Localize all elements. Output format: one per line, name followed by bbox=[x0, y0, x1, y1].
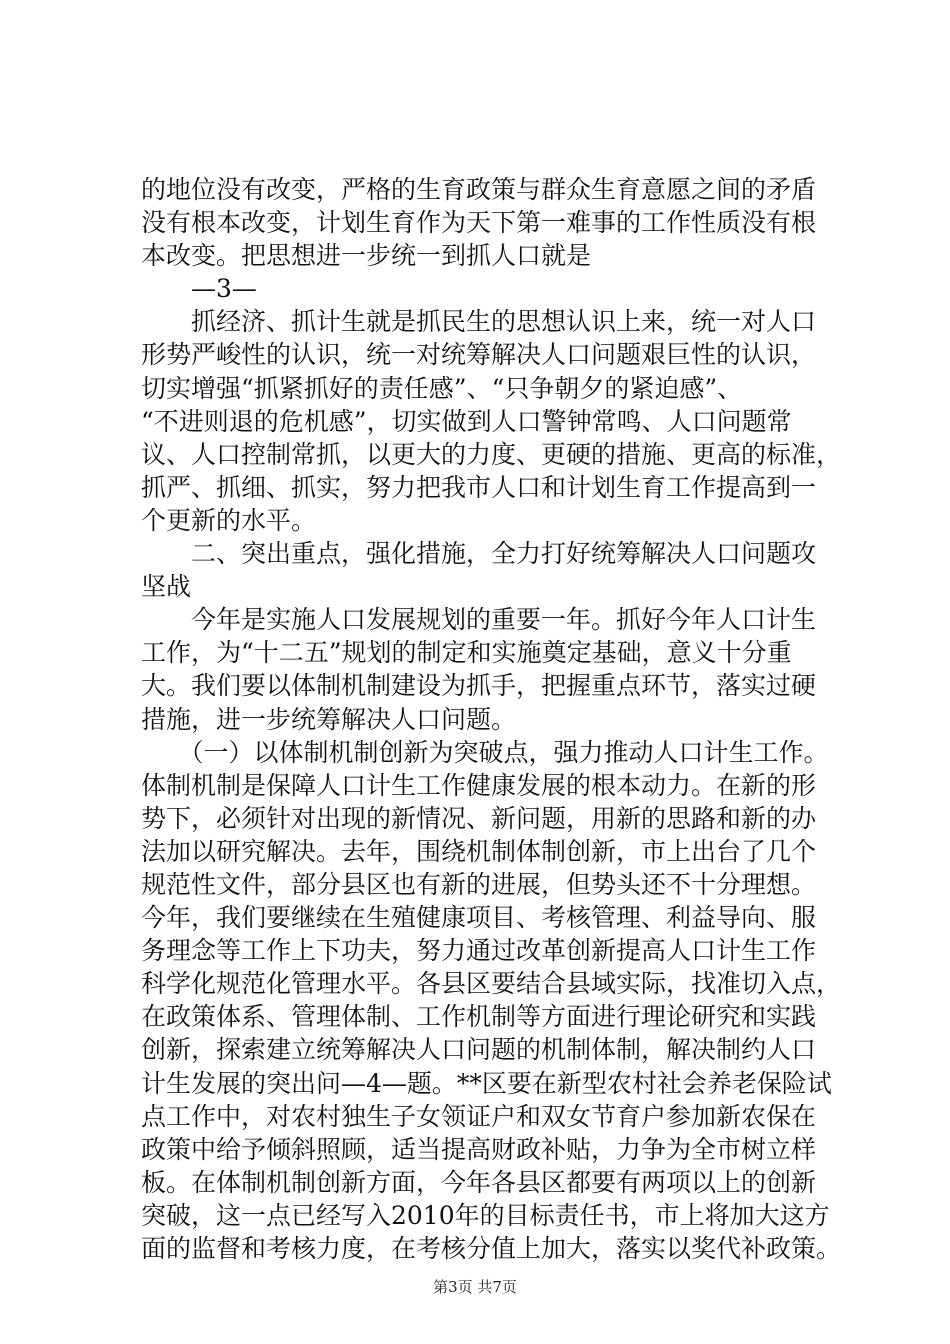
text-line: 科学化规范化管理水平。各县区要结合县域实际，找准切入点， bbox=[141, 969, 842, 999]
page-footer: 第3页 共7页 bbox=[433, 1278, 517, 1296]
text-line: 抓严、抓细、抓实，努力把我市人口和计划生育工作提高到一 bbox=[141, 472, 817, 502]
text-line: 在政策体系、管理体制、工作机制等方面进行理论研究和实践 bbox=[141, 1002, 817, 1032]
text-line: 形势严峻性的认识，统一对统筹解决人口问题艰巨性的认识， bbox=[141, 340, 817, 370]
subsection-heading-line: （一）以体制机制创新为突破点，强力推动人口计生工作。 bbox=[141, 737, 829, 767]
text-line: 务理念等工作上下功夫，努力通过改革创新提高人口计生工作 bbox=[141, 936, 817, 966]
text-line: 规范性文件，部分县区也有新的进展，但势头还不十分理想。 bbox=[141, 869, 817, 899]
text-line: “不进则退的危机感”，切实做到人口警钟常鸣、人口问题常 bbox=[141, 406, 792, 436]
text-line: 的地位没有改变，严格的生育政策与群众生育意愿之间的矛盾 bbox=[141, 175, 817, 204]
text-line: 措施，进一步统筹解决人口问题。 bbox=[141, 704, 517, 734]
text-line: 面的监督和考核力度，在考核分值上加大，落实以奖代补政策。 bbox=[141, 1234, 842, 1263]
page-marker-line: —3— bbox=[141, 274, 257, 304]
document-body bbox=[141, 173, 842, 1265]
text-line: 今年是实施人口发展规划的重要一年。抓好今年人口计生 bbox=[141, 605, 817, 635]
text-line: 突破，这一点已经写入2010年的目标责任书，市上将加大这方 bbox=[141, 1200, 830, 1230]
text-line: 板。在体制机制创新方面，今年各县区都要有两项以上的创新 bbox=[141, 1167, 817, 1197]
text-line: 没有根本改变，计划生育作为天下第一难事的工作性质没有根 bbox=[141, 208, 817, 238]
text-line: 工作，为“十二五”规划的制定和实施奠定基础，意义十分重 bbox=[141, 638, 792, 668]
text-line: 议、人口控制常抓，以更大的力度、更硬的措施、更高的标准， bbox=[141, 439, 842, 469]
text-line: 大。我们要以体制机制建设为抓手，把握重点环节，落实过硬 bbox=[141, 671, 817, 701]
text-line: 切实增强“抓紧抓好的责任感”、“只争朝夕的紧迫感”、 bbox=[141, 373, 743, 403]
text-line: 政策中给予倾斜照顾，适当提高财政补贴，力争为全市树立样 bbox=[141, 1134, 817, 1164]
section-heading-line: 二、突出重点，强化措施，全力打好统筹解决人口问题攻 bbox=[141, 539, 817, 569]
text-line: 法加以研究解决。去年，围绕机制体制创新，市上出台了几个 bbox=[141, 836, 817, 866]
text-line: 点工作中，对农村独生子女领证户和双女节育户参加新农保在 bbox=[141, 1101, 817, 1131]
text-line: 今年，我们要继续在生殖健康项目、考核管理、利益导向、服 bbox=[141, 903, 817, 933]
section-heading-line: 坚战 bbox=[141, 572, 192, 602]
text-line: 势下，必须针对出现的新情况、新问题，用新的思路和新的办 bbox=[141, 803, 817, 833]
text-line: 本改变。把思想进一步统一到抓人口就是 bbox=[141, 241, 592, 271]
text-line: 计生发展的突出问—4—题。**区要在新型农村社会养老保险试 bbox=[141, 1068, 832, 1098]
text-line: 体制机制是保障人口计生工作健康发展的根本动力。在新的形 bbox=[141, 770, 817, 800]
text-line: 个更新的水平。 bbox=[141, 505, 317, 535]
text-line: 抓经济、抓计生就是抓民生的思想认识上来，统一对人口 bbox=[141, 307, 817, 337]
text-line: 创新，探索建立统筹解决人口问题的机制体制，解决制约人口 bbox=[141, 1035, 817, 1065]
